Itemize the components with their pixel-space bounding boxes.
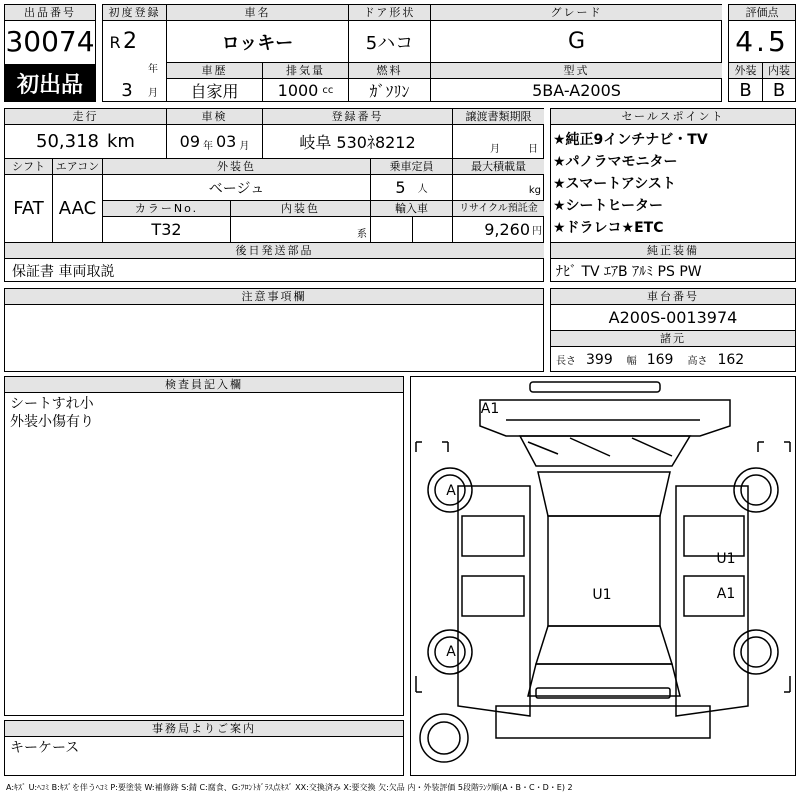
car-name-label: 車名 bbox=[167, 5, 348, 20]
exterior-grade: B bbox=[739, 80, 752, 101]
mileage-label: 走行 bbox=[5, 109, 166, 124]
transfer-month-unit: 月 bbox=[490, 143, 500, 155]
inspector-label: 検査員記入欄 bbox=[5, 377, 403, 392]
sales-point-item: ★純正9インチナビ・TV bbox=[553, 132, 708, 148]
grade: G bbox=[567, 29, 586, 54]
ac-label: エアコン bbox=[53, 159, 102, 174]
grade-label: グレード bbox=[431, 5, 722, 20]
interior-label: 内装 bbox=[763, 63, 795, 78]
transfer-deadline-label: 譲渡書類期限 bbox=[453, 109, 544, 124]
color-number: T32 bbox=[151, 220, 182, 239]
model-code: 5BA-A200S bbox=[532, 81, 621, 100]
transfer-day-unit: 日 bbox=[528, 143, 538, 155]
door-type: 5ハコ bbox=[365, 32, 414, 54]
reg-year-unit: 年 bbox=[148, 63, 158, 75]
recycle-deposit: 9,260 円 bbox=[484, 220, 542, 239]
damage-mark-front-left-wheel: A bbox=[446, 483, 456, 499]
chassis-label: 車台番号 bbox=[551, 289, 795, 304]
mileage: 50,318 km bbox=[36, 131, 135, 152]
inspection-date: 09 年 03 月 bbox=[179, 132, 250, 152]
lot-label: 出品番号 bbox=[5, 5, 95, 20]
exterior-color: ベージュ bbox=[208, 180, 265, 197]
air-conditioner: AAC bbox=[58, 198, 97, 219]
reg-year: 2 bbox=[123, 28, 137, 54]
shift: FAT bbox=[13, 198, 44, 219]
sales-point-item: ★パノラマモニター bbox=[553, 154, 678, 170]
legend: A:ｷｽﾞ U:ﾍｺﾐ B:ｷｽﾞを伴うﾍｺﾐ P:要塗装 W:補修跡 S:錆 C:腐食、G:ﾌﾛﾝﾄｶﾞﾗｽ点ｷｽﾞ XX:交換済み X:要交換 欠:欠品 内・外装評価 5段階ﾗﾝｸ順(A・B・C・D・E) 2 bbox=[6, 782, 573, 792]
exterior-label: 外装 bbox=[729, 63, 762, 78]
shift-label: シフト bbox=[5, 159, 52, 174]
office-label: 事務局よりご案内 bbox=[5, 721, 403, 736]
exterior-color-label: 外装色 bbox=[103, 159, 370, 174]
history-label: 車歴 bbox=[167, 63, 262, 78]
inspection-label: 車検 bbox=[167, 109, 262, 124]
sales-points-label: セールスポイント bbox=[551, 109, 795, 124]
sales-point-item: ★シートヒーター bbox=[553, 198, 663, 214]
interior-color-label: 内装色 bbox=[231, 201, 370, 216]
damage-mark-rear-left-wheel: A bbox=[446, 644, 456, 660]
equipment-label: 純正装備 bbox=[551, 243, 795, 258]
max-load-label: 最大積載量 bbox=[453, 159, 544, 174]
interior-color-unit: 系 bbox=[357, 228, 367, 240]
equipment: ﾅﾋﾞ TV ｴｱB ｱﾙﾐ PS PW bbox=[556, 263, 702, 280]
damage-mark-right-door: A1 bbox=[716, 586, 736, 602]
interior-grade: B bbox=[772, 80, 786, 101]
displacement-label: 排気量 bbox=[263, 63, 348, 78]
plate-number: 岐阜 530ﾈ8212 bbox=[299, 133, 416, 152]
car-name: ロッキー bbox=[221, 32, 294, 54]
first-listing-badge: 初出品 bbox=[4, 64, 96, 102]
notes-text bbox=[10, 308, 530, 328]
import-label: 輸入車 bbox=[371, 201, 452, 216]
dimensions-label: 諸元 bbox=[551, 331, 795, 346]
inspector-note: シートすれ小 bbox=[10, 396, 94, 412]
recycle-label: リサイクル預託金 bbox=[453, 201, 544, 216]
score-label: 評価点 bbox=[729, 5, 795, 20]
sales-point-item: ★ドラレコ★ETC bbox=[553, 220, 664, 236]
reg-month-unit: 月 bbox=[148, 87, 158, 99]
reg-label: 初度登録 bbox=[103, 5, 166, 20]
door-label: ドア形状 bbox=[349, 5, 430, 20]
later-parts-label: 後日発送部品 bbox=[5, 243, 544, 258]
max-load-unit: kg bbox=[528, 184, 541, 196]
history: 自家用 bbox=[190, 82, 239, 101]
overall-score: 4.5 bbox=[735, 25, 789, 58]
sales-point-item: ★スマートアシスト bbox=[553, 176, 676, 192]
fuel: ｶﾞｿﾘﾝ bbox=[369, 82, 410, 101]
damage-mark-roof: U1 bbox=[592, 587, 612, 603]
lot-number: 30074 bbox=[5, 24, 95, 58]
color-no-label: カラーNo. bbox=[103, 201, 230, 216]
notes-label: 注意事項欄 bbox=[5, 289, 543, 304]
reg-month: 3 bbox=[121, 79, 133, 101]
dimensions: 長さ 399 幅 169 高さ 162 bbox=[556, 351, 745, 368]
model-label: 型式 bbox=[431, 63, 722, 78]
office-note: キーケース bbox=[10, 740, 80, 756]
damage-mark-front: A1 bbox=[480, 401, 500, 417]
seating-capacity: 5 人 bbox=[395, 178, 428, 197]
chassis-number: A200S-0013974 bbox=[608, 308, 738, 327]
plate-label: 登録番号 bbox=[263, 109, 452, 124]
car-diagram bbox=[410, 376, 796, 776]
capacity-label: 乗車定員 bbox=[371, 159, 452, 174]
fuel-label: 燃料 bbox=[349, 63, 430, 78]
displacement: 1000 cc bbox=[277, 81, 334, 100]
inspector-note: 外装小傷有り bbox=[10, 414, 94, 430]
reg-era: R bbox=[109, 32, 121, 52]
later-parts: 保証書 車両取説 bbox=[12, 263, 115, 280]
damage-mark-right-panel: U1 bbox=[716, 551, 736, 567]
